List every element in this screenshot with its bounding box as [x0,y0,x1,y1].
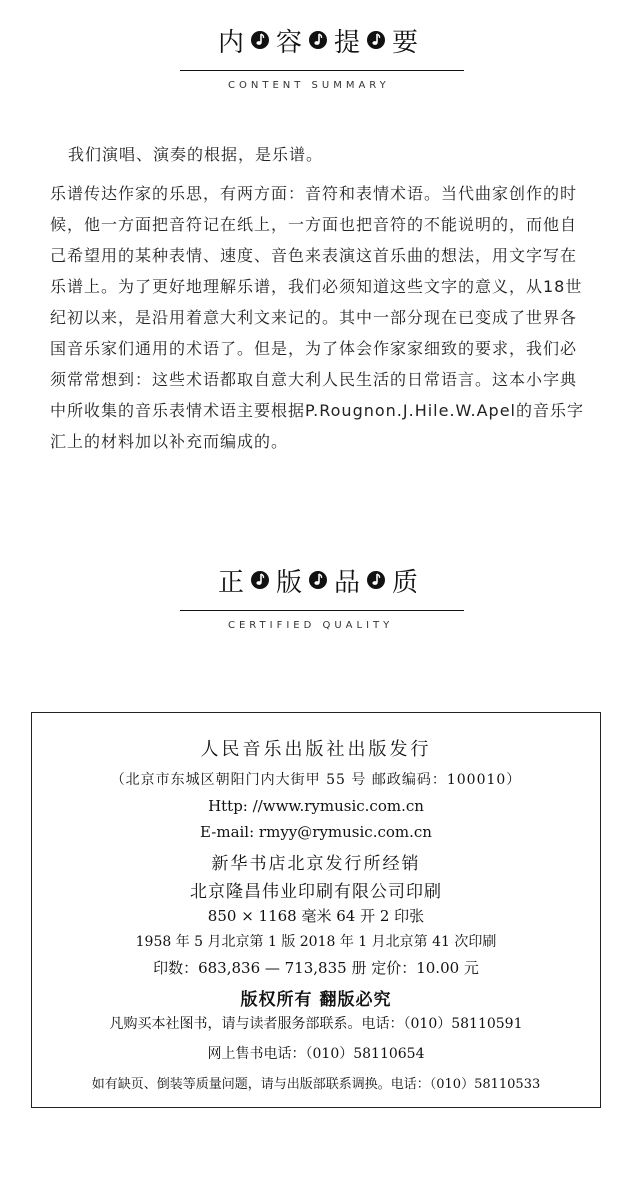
colophon-box [31,712,601,1108]
publisher-line: 人民音乐出版社出版发行 [200,739,432,760]
heading-char: 正 [218,567,245,598]
heading-char: 容 [276,27,303,58]
music-note-icon [250,570,270,590]
music-note-icon [366,30,386,50]
music-note-icon [366,570,386,590]
heading-char: 要 [392,27,419,58]
certified-quality-subtitle: CERTIFIED QUALITY [228,620,394,631]
copyright-line: 版权所有 翻版必究 [240,990,392,1010]
heading-char: 版 [276,567,303,598]
content-summary-title [218,20,424,60]
content-summary-subtitle: CONTENT SUMMARY [228,80,390,91]
summary-first-line: 我们演唱、演奏的根据，是乐谱。 [68,145,324,164]
certified-quality-header [0,560,632,640]
music-note-icon [308,570,328,590]
heading-char: 质 [392,567,419,598]
music-note-icon [308,30,328,50]
divider [180,70,464,71]
heading-char: 内 [218,27,245,58]
music-note-icon [250,30,270,50]
online-sales-line: 网上售书电话：（010）58110654 [207,1046,425,1062]
edition-line: 1958 年 5 月北京第 1 版 2018 年 1 月北京第 41 次印刷 [135,934,497,950]
format-line: 850 × 1168 毫米 64 开 2 印张 [207,907,425,925]
distributor-line: 新华书店北京发行所经销 [211,854,421,874]
printer-line: 北京隆昌伟业印刷有限公司印刷 [190,882,442,902]
content-summary-header [0,20,632,100]
heading-char: 品 [334,567,361,598]
heading-char: 提 [334,27,361,58]
defects-contact-line: 如有缺页、倒装等质量问题，请与出版部联系调换。电话：（010）58110533 [91,1077,541,1092]
address-line: （北京市东城区朝阳门内大街甲 55 号 邮政编码：100010） [110,772,522,788]
purchase-contact-line: 凡购买本社图书，请与读者服务部联系。电话：（010）58110591 [109,1016,523,1032]
divider [180,610,464,611]
website-line: Http: //www.rymusic.com.cn [208,797,424,815]
summary-paragraph: 乐谱传达作家的乐思，有两方面：音符和表情术语。当代曲家创作的时候，他一方面把音符记在纸上，一方面也把音符的不能说明的，而他自己希望用的某种表情、速度、音色来表演这首乐曲的想法，用文字写在乐谱上。为了更好地理解乐谱，我们必须知道这些文字的意义，从18世纪初以来，是沿用着意大利文来记的。其中一部分现在已变成了世界各国音乐家们通用的术语了。但是，为了体会作家家细致的要求，我们必须常常想到：这些术语都取自意大利人民生活的日常语言。这本小字典中所收集的音乐表情术语主要根据P.Rougnon.J.Hile.W.Apel的音乐字汇上的材料加以补充而编成的。 [50,184,585,451]
email-line: E-mail: rmyy@rymusic.com.cn [200,823,432,841]
summary-body [50,140,590,457]
certified-quality-title [218,560,424,600]
print-count-line: 印数：683,836 — 713,835 册 定价：10.00 元 [153,959,479,977]
